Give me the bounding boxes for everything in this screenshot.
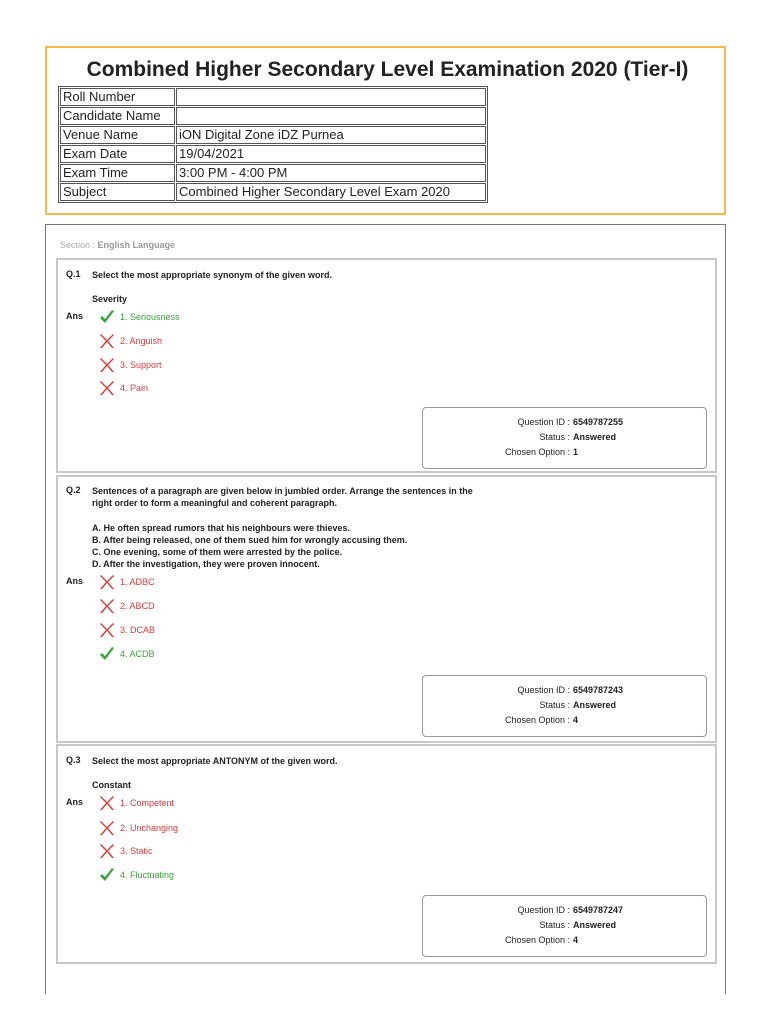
info-label: Subject: [60, 183, 175, 201]
option-label: 4. Fluctuating: [120, 870, 175, 880]
question-id-value: 6549787247: [573, 905, 624, 915]
info-row-roll-number: [60, 88, 486, 106]
status-label: Status :: [539, 920, 570, 930]
chosen-option-label: Chosen Option :: [504, 715, 570, 725]
chosen-option-label: Chosen Option :: [504, 447, 570, 457]
info-value: iON Digital Zone iDZ Purnea: [176, 126, 486, 144]
question-number: Q.2: [66, 485, 81, 495]
question-id-label: Question ID :: [517, 417, 570, 427]
status-value: Answered: [573, 700, 617, 710]
option-4: [98, 379, 148, 397]
status-value: Answered: [573, 920, 617, 930]
status-label: Status :: [539, 700, 570, 710]
cross-icon: [98, 379, 116, 397]
question-number: Q.1: [66, 269, 81, 279]
section-panel: [45, 224, 726, 994]
section-label: [60, 240, 175, 250]
option-2: [98, 597, 155, 615]
question-card-q2: [56, 475, 717, 743]
option-label: 3. Static: [120, 846, 153, 856]
question-stem: D. After the investigation, they were proven innocent.: [92, 559, 320, 569]
cross-icon: [98, 597, 116, 615]
option-label: 2. Unchanging: [120, 823, 179, 833]
question-stem: Constant: [92, 780, 131, 790]
chosen-option-value: 1: [573, 447, 579, 457]
question-meta: [422, 675, 707, 737]
info-row-venue-name: [60, 126, 486, 144]
option-label: 2. Anguish: [120, 336, 163, 346]
ans-label: Ans: [66, 797, 84, 807]
exam-title: Combined Higher Secondary Level Examination 2020 (Tier-I): [86, 58, 689, 81]
cross-icon: [98, 621, 116, 639]
info-value: [176, 107, 486, 125]
info-row-exam-time: [60, 164, 486, 182]
option-1: [98, 308, 180, 326]
info-value: 3:00 PM - 4:00 PM: [176, 164, 486, 182]
check-icon: [98, 645, 116, 663]
status-value: Answered: [573, 432, 617, 442]
info-value: 19/04/2021: [176, 145, 486, 163]
option-label: 4. ACDB: [120, 649, 155, 659]
check-icon: [98, 866, 116, 884]
cross-icon: [98, 356, 116, 374]
info-label: Candidate Name: [60, 107, 175, 125]
info-row-subject: [60, 183, 486, 201]
ans-label: Ans: [66, 576, 84, 586]
question-stem: C. One evening, some of them were arrested by the police.: [92, 547, 343, 557]
question-stem: A. He often spread rumors that his neighbours were thieves.: [92, 523, 351, 533]
section-prefix: Section :: [60, 240, 98, 250]
option-label: 2. ABCD: [120, 601, 155, 611]
info-label: Exam Time: [60, 164, 175, 182]
candidate-info-table: [58, 86, 488, 203]
info-label: Venue Name: [60, 126, 175, 144]
option-2: [98, 332, 162, 350]
option-label: 3. DCAB: [120, 625, 156, 635]
info-value: Combined Higher Secondary Level Exam 2020: [176, 183, 486, 201]
info-row-candidate-name: [60, 107, 486, 125]
chosen-option-label: Chosen Option :: [504, 935, 570, 945]
question-card-q1: [56, 258, 717, 473]
question-meta: [422, 895, 707, 957]
cross-icon: [98, 573, 116, 591]
chosen-option-value: 4: [573, 935, 579, 945]
chosen-option-value: 4: [573, 715, 579, 725]
option-1: [98, 794, 174, 812]
section-name: English Language: [97, 240, 176, 250]
option-4: [98, 645, 155, 663]
option-3: [98, 621, 155, 639]
option-label: 3. Support: [120, 360, 162, 370]
question-id-value: 6549787255: [573, 417, 624, 427]
question-stem: B. After being released, one of them sued him for wrongly accusing them.: [92, 535, 408, 545]
option-label: 1. ADBC: [120, 577, 155, 587]
ans-label: Ans: [66, 311, 84, 321]
option-1: [98, 573, 155, 591]
cross-icon: [98, 819, 116, 837]
exam-header: [45, 46, 726, 215]
question-card-q3: [56, 744, 717, 964]
info-label: Roll Number: [60, 88, 175, 106]
info-row-exam-date: [60, 145, 486, 163]
question-text: Select the most appropriate synonym of the given word.: [92, 270, 333, 280]
option-4: [98, 866, 174, 884]
info-label: Exam Date: [60, 145, 175, 163]
info-value: [176, 88, 486, 106]
question-id-label: Question ID :: [517, 905, 570, 915]
question-number: Q.3: [66, 755, 81, 765]
question-id-label: Question ID :: [517, 685, 570, 695]
check-icon: [98, 308, 116, 326]
question-meta: [422, 407, 707, 469]
question-text: Select the most appropriate ANTONYM of the given word.: [92, 756, 338, 766]
option-3: [98, 356, 162, 374]
cross-icon: [98, 794, 116, 812]
option-3: [98, 842, 153, 860]
option-label: 1. Seriousness: [120, 312, 180, 322]
cross-icon: [98, 332, 116, 350]
option-label: 1. Competent: [120, 798, 175, 808]
question-stem: Severity: [92, 294, 128, 304]
cross-icon: [98, 842, 116, 860]
option-2: [98, 819, 178, 837]
question-text: Sentences of a paragraph are given below in jumbled order. Arrange the sentences in the: [92, 486, 473, 496]
question-text: right order to form a meaningful and coherent paragraph.: [92, 498, 338, 508]
option-label: 4. Pain: [120, 383, 149, 393]
question-id-value: 6549787243: [573, 685, 624, 695]
status-label: Status :: [539, 432, 570, 442]
